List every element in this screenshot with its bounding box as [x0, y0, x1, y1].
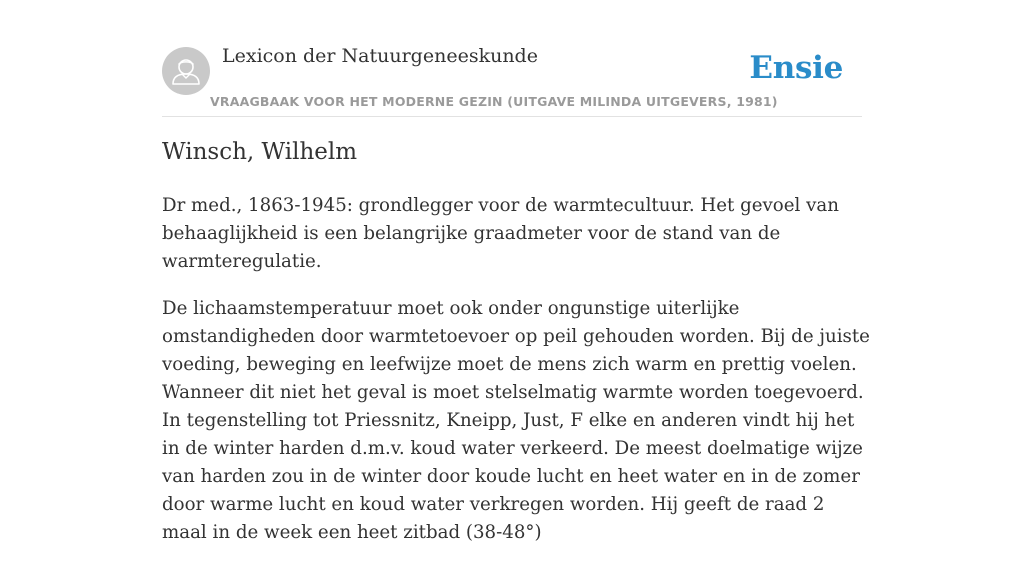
article-paragraph: Dr med., 1863-1945: grondlegger voor de warmtecultuur. Het gevoel van behaaglijkheid is een belangrijke graadmeter voor de stand van de warmteregulatie. [162, 195, 839, 272]
article-body [162, 192, 872, 566]
user-avatar-icon[interactable] [162, 47, 210, 95]
article-title: Winsch, Wilhelm [162, 139, 358, 165]
article-paragraph: De lichaamstemperatuur moet ook onder ongunstige uiterlijke omstandigheden door warmtetoevoer op peil gehouden worden. Bij de juiste voeding, beweging en leefwijze moet de mens zich warm en prettig voelen. Wanneer dit niet het geval is moet stelselmatig warmte worden toegevoerd. In tegenstelling tot Priessnitz, Kneipp, Just, F elke en anderen vindt hij het in de winter harden d.m.v. koud water verkeerd. De meest doelmatige wijze van harden zou in de winter door koude lucht en heet water en in de zomer door warme lucht en koud water verkregen worden. Hij geeft de raad 2 maal in de week een heet zitbad (38-48°) [162, 298, 870, 543]
header [162, 0, 862, 117]
lexicon-title-link[interactable]: Lexicon der Natuurgeneeskunde [222, 45, 538, 67]
lexicon-subtitle: VRAAGBAAK VOOR HET MODERNE GEZIN (UITGAVE MILINDA UITGEVERS, 1981) [210, 94, 778, 109]
brand-logo[interactable]: Ensie [749, 50, 843, 86]
